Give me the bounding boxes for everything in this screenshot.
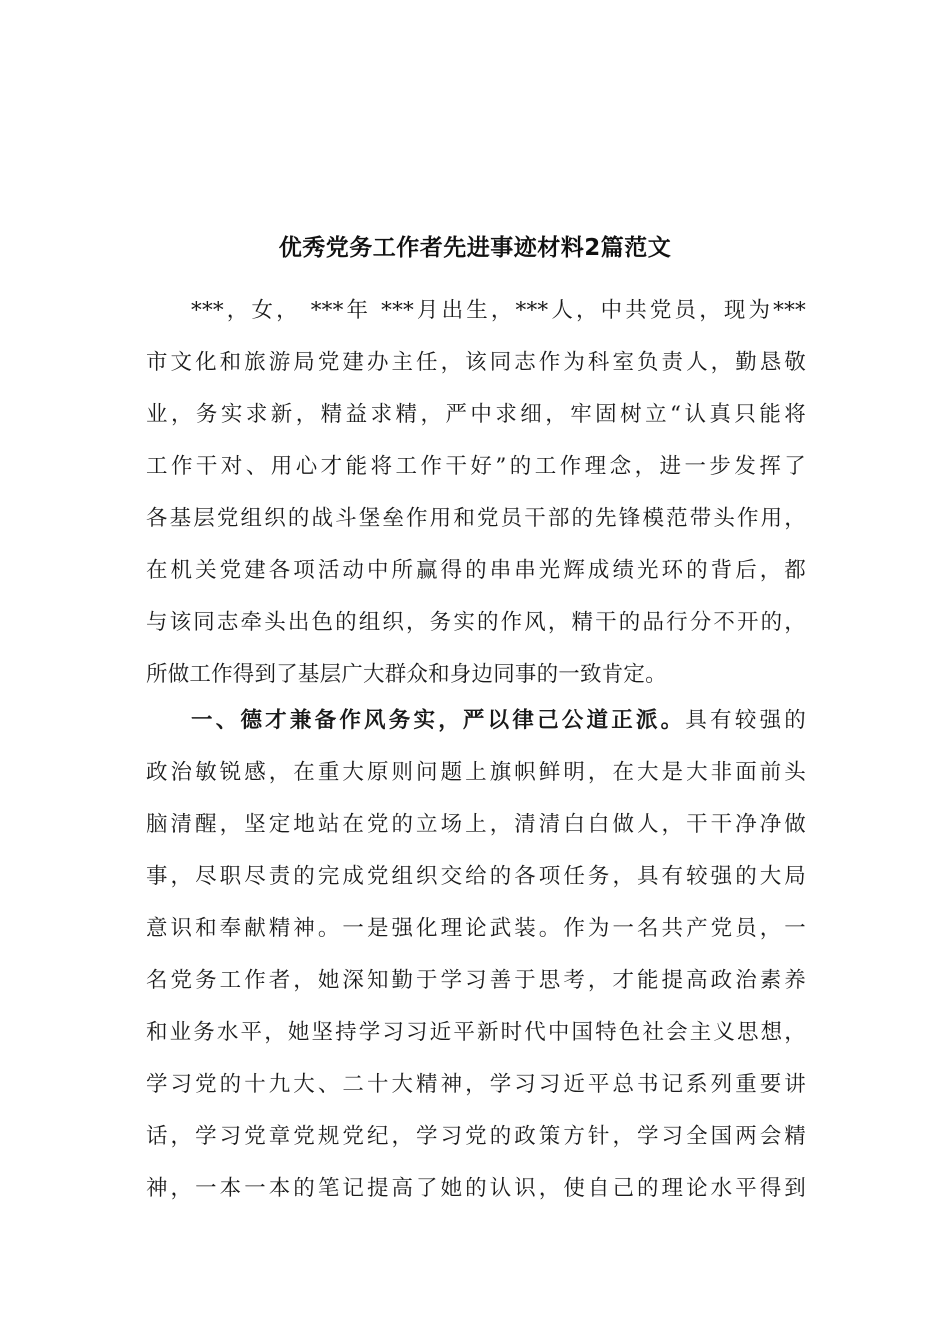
text-line: ***，女， ***年 ***月出生，***人，中共党员，现为*** — [191, 298, 806, 323]
text-line: 业，务实求新，精益求精，严中求细，牢固树立“认真只能将 — [146, 402, 806, 427]
text-line: 脑清醒，坚定地站在党的立场上，清清白白做人，干干净净做 — [146, 812, 806, 837]
text-line: 和业务水平，她坚持学习习近平新时代中国特色社会主义思想， — [146, 1020, 806, 1045]
text-line: 市文化和旅游局党建办主任，该同志作为科室负责人，勤恳敬 — [146, 350, 806, 375]
text-line: 意识和奉献精神。一是强化理论武装。作为一名共产党员，一 — [146, 916, 806, 941]
text-line: 所做工作得到了基层广大群众和身边同事的一致肯定。 — [146, 662, 667, 687]
document-title: 优秀党务工作者先进事迹材料2篇范文 — [278, 235, 672, 261]
text-line: 话，学习党章党规党纪，学习党的政策方针，学习全国两会精 — [146, 1124, 806, 1149]
section-heading-continuation: 具有较强的 — [685, 708, 806, 733]
text-line — [146, 695, 806, 747]
section-heading: 一、德才兼备作风务实，严以律己公道正派。 — [191, 708, 686, 733]
text-line: 政治敏锐感，在重大原则问题上旗帜鲜明，在大是大非面前头 — [146, 760, 806, 785]
text-line: 工作干对、用心才能将工作干好”的工作理念，进一步发挥了 — [146, 454, 806, 479]
text-line: 神，一本一本的笔记提高了她的认识，使自己的理论水平得到 — [146, 1176, 806, 1201]
text-line: 各基层党组织的战斗堡垒作用和党员干部的先锋模范带头作用， — [146, 506, 806, 531]
paragraph-section-one — [146, 695, 806, 1215]
text-line: 事，尽职尽责的完成党组织交给的各项任务，具有较强的大局 — [146, 864, 806, 889]
text-line: 学习党的十九大、二十大精神，学习习近平总书记系列重要讲 — [146, 1072, 806, 1097]
text-line: 与该同志牵头出色的组织，务实的作风，精干的品行分不开的， — [146, 610, 806, 635]
paragraph-intro — [146, 285, 806, 701]
text-line: 在机关党建各项活动中所赢得的串串光辉成绩光环的背后，都 — [146, 558, 806, 583]
text-line: 名党务工作者，她深知勤于学习善于思考，才能提高政治素养 — [146, 968, 806, 993]
